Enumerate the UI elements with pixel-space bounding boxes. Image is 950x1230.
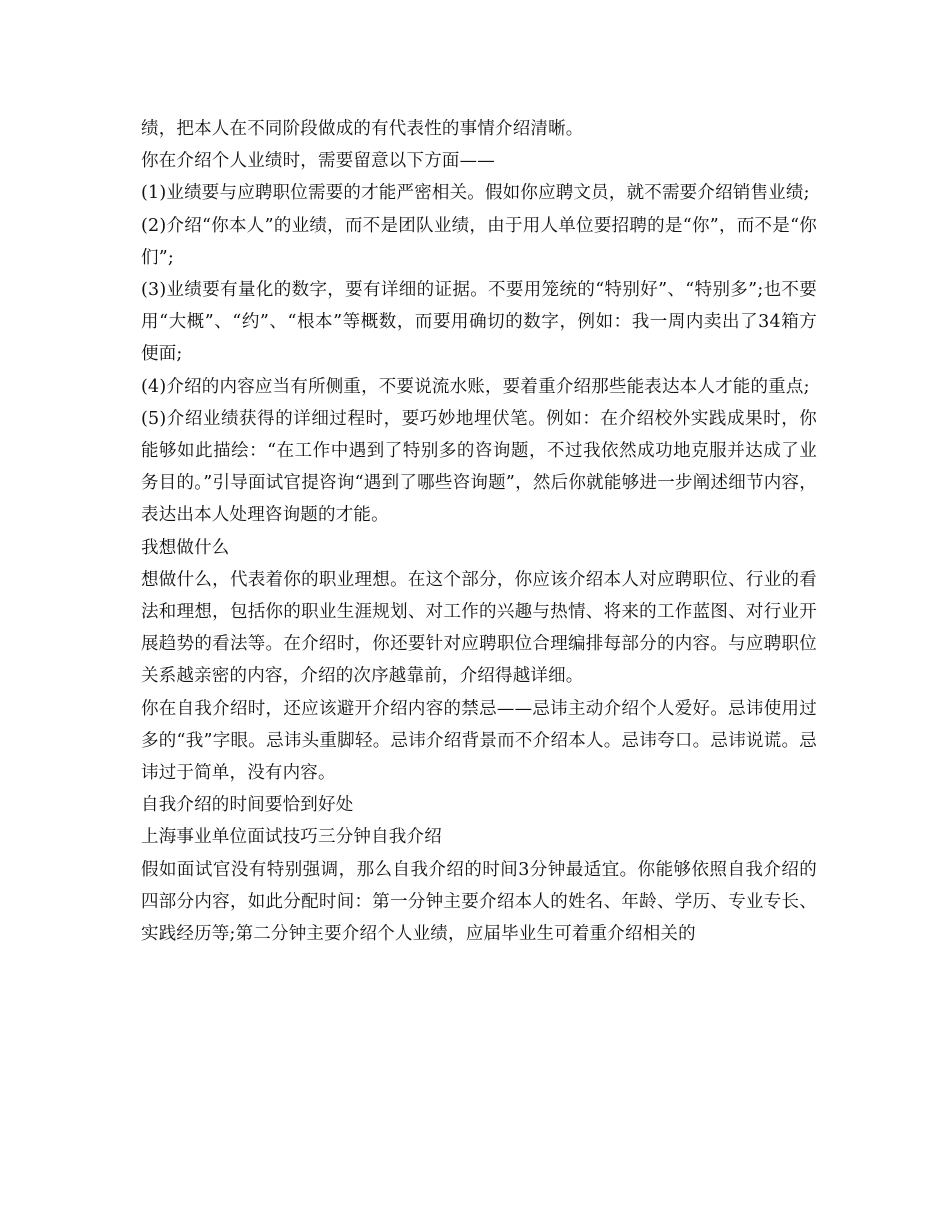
list-item-2: (2)介绍“你本人”的业绩，而不是团队业绩，由于用人单位要招聘的是“你”，而不是“你们”; — [141, 215, 817, 268]
document-body — [141, 113, 817, 950]
section-heading-what-i-want: 我想做什么 — [141, 537, 230, 558]
list-item-5: (5)介绍业绩获得的详细过程时，要巧妙地埋伏笔。例如：在介绍校外实践成果时，你能够如此描绘：“在工作中遇到了特别多的咨询题，不过我依然成功地克服并达成了业务目的。”引导面试官提咨询“遇到了哪些咨询题”，然后你就能够进一步阐述细节内容，表达出本人处理咨询题的才能。 — [141, 408, 817, 526]
section-heading-timing: 自我介绍的时间要恰到好处 — [141, 795, 354, 816]
paragraph-three-minutes: 假如面试官没有特别强调，那么自我介绍的时间3分钟最适宜。你能够依照自我介绍的四部分内容，如此分配时间：第一分钟主要介绍本人的姓名、年龄、学历、专业专长、实践经历等;第二分钟主要介绍个人业绩，应届毕业生可着重介绍相关的 — [141, 859, 817, 945]
paragraph-taboos: 你在自我介绍时，还应该避开介绍内容的禁忌——忌讳主动介绍个人爱好。忌讳使用过多的“我”字眼。忌讳头重脚轻。忌讳介绍背景而不介绍本人。忌讳夸口。忌讳说谎。忌讳过于简单，没有内容。 — [141, 698, 817, 784]
section-heading-shanghai-tips: 上海事业单位面试技巧三分钟自我介绍 — [141, 827, 442, 848]
list-item-4: (4)介绍的内容应当有所侧重，不要说流水账，要着重介绍那些能表达本人才能的重点; — [141, 376, 810, 397]
paragraph-continuation: 绩，把本人在不同阶段做成的有代表性的事情介绍清晰。 — [141, 119, 584, 139]
paragraph-intro: 你在介绍个人业绩时，需要留意以下方面—— — [141, 151, 495, 172]
list-item-1: (1)业绩要与应聘职位需要的才能严密相关。假如你应聘文员，就不需要介绍销售业绩; — [141, 183, 810, 204]
paragraph-career-ideal: 想做什么，代表着你的职业理想。在这个部分，你应该介绍本人对应聘职位、行业的看法和理想，包括你的职业生涯规划、对工作的兴趣与热情、将来的工作蓝图、对行业开展趋势的看法等。在介绍时，你还要针对应聘职位合理编排每部分的内容。与应聘职位关系越亲密的内容，介绍的次序越靠前，介绍得越详细。 — [141, 569, 817, 687]
list-item-3: (3)业绩要有量化的数字，要有详细的证据。不要用笼统的“特别好”、“特别多”;也不要用“大概”、“约”、“根本”等概数，而要用确切的数字，例如：我一周内卖出了34箱方便面; — [141, 280, 817, 365]
